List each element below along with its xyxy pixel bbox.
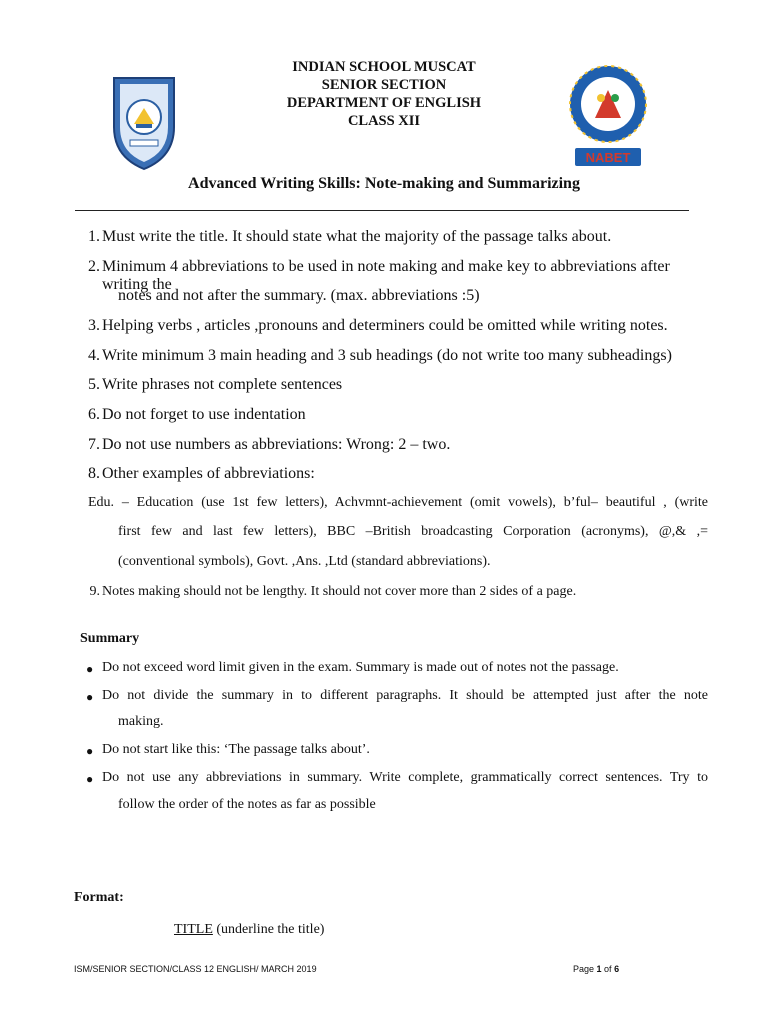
list-text: Write phrases not complete sentences xyxy=(102,376,343,393)
list-text: Minimum 4 abbreviations to be used in note making and make key to abbreviations after writing the xyxy=(102,258,670,293)
title-divider xyxy=(75,210,689,211)
list-number: 8. xyxy=(88,465,100,482)
bullet-icon: ● xyxy=(86,772,94,786)
list-text: Write minimum 3 main heading and 3 sub headings (do not write too many subheadings) xyxy=(102,347,672,364)
list-text-continuation: notes and not after the summary. (max. abbreviations :5) xyxy=(118,287,480,304)
list-text: Must write the title. It should state what the majority of the passage talks about. xyxy=(102,228,612,245)
summary-heading: Summary xyxy=(80,631,140,646)
list-number: 3. xyxy=(88,317,100,334)
header-section: SENIOR SECTION xyxy=(321,77,447,93)
list-number: 1. xyxy=(88,228,100,245)
list-number: 2. xyxy=(88,258,100,275)
abbreviation-examples: (conventional symbols), Govt. ,Ans. ,Ltd (standard abbreviations). xyxy=(118,554,491,569)
list-text: Other examples of abbreviations: xyxy=(102,465,315,482)
page-total: 6 xyxy=(614,964,620,974)
list-text: Notes making should not be lengthy. It should not cover more than 2 sides of a page. xyxy=(102,584,577,599)
list-number: 5. xyxy=(88,376,100,393)
list-text: Do not use numbers as abbreviations: Wrong: 2 – two. xyxy=(102,436,451,453)
summary-bullet-text: Do not exceed word limit given in the exam. Summary is made out of notes not the passage. xyxy=(102,660,619,675)
list-number: 6. xyxy=(88,406,100,423)
format-title-note: (underline the title) xyxy=(212,922,325,937)
footer-reference: ISM/SENIOR SECTION/CLASS 12 ENGLISH/ MARCH 2019 xyxy=(74,964,317,974)
header-school-name: INDIAN SCHOOL MUSCAT xyxy=(292,59,476,75)
header-department: DEPARTMENT OF ENGLISH xyxy=(286,95,482,111)
footer-page-number xyxy=(573,964,619,974)
document-title: Advanced Writing Skills: Note-making and Summarizing xyxy=(188,175,580,192)
summary-bullet-text: Do not start like this: ‘The passage talks about’. xyxy=(102,742,370,757)
school-header xyxy=(0,58,768,130)
bullet-icon: ● xyxy=(86,744,94,758)
summary-bullet-continuation: follow the order of the notes as far as possible xyxy=(118,797,376,812)
format-title-line xyxy=(174,922,324,938)
bullet-icon: ● xyxy=(86,662,94,676)
format-title-word: TITLE xyxy=(174,922,213,937)
list-number: 4. xyxy=(88,347,100,364)
page-current: 1 xyxy=(596,964,602,974)
summary-bullet-continuation: making. xyxy=(118,714,164,729)
page-of-label: of xyxy=(601,964,615,974)
summary-bullet-text: Do not use any abbreviations in summary. Write complete, grammatically correct sentences. Try to xyxy=(102,770,708,785)
page-label: Page xyxy=(573,964,597,974)
bullet-icon: ● xyxy=(86,690,94,704)
nabet-badge-label: NABET xyxy=(585,150,631,165)
list-text: Helping verbs , articles ,pronouns and determiners could be omitted while writing notes. xyxy=(102,317,668,334)
summary-bullet-text: Do not divide the summary in to different paragraphs. It should be attempted just after the note xyxy=(102,688,708,703)
header-class: CLASS XII xyxy=(347,113,421,129)
list-text: Do not forget to use indentation xyxy=(102,406,306,423)
format-heading: Format: xyxy=(74,890,124,905)
abbreviation-examples: Edu. – Education (use 1st few letters), Achvmnt-achievement (omit vowels), b’ful– beautiful , (write xyxy=(88,495,708,510)
list-number: 7. xyxy=(88,436,100,453)
list-number: 9. xyxy=(89,584,100,599)
abbreviation-examples: first few and last few letters), BBC –British broadcasting Corporation (acronyms), @,& ,= xyxy=(118,524,708,539)
